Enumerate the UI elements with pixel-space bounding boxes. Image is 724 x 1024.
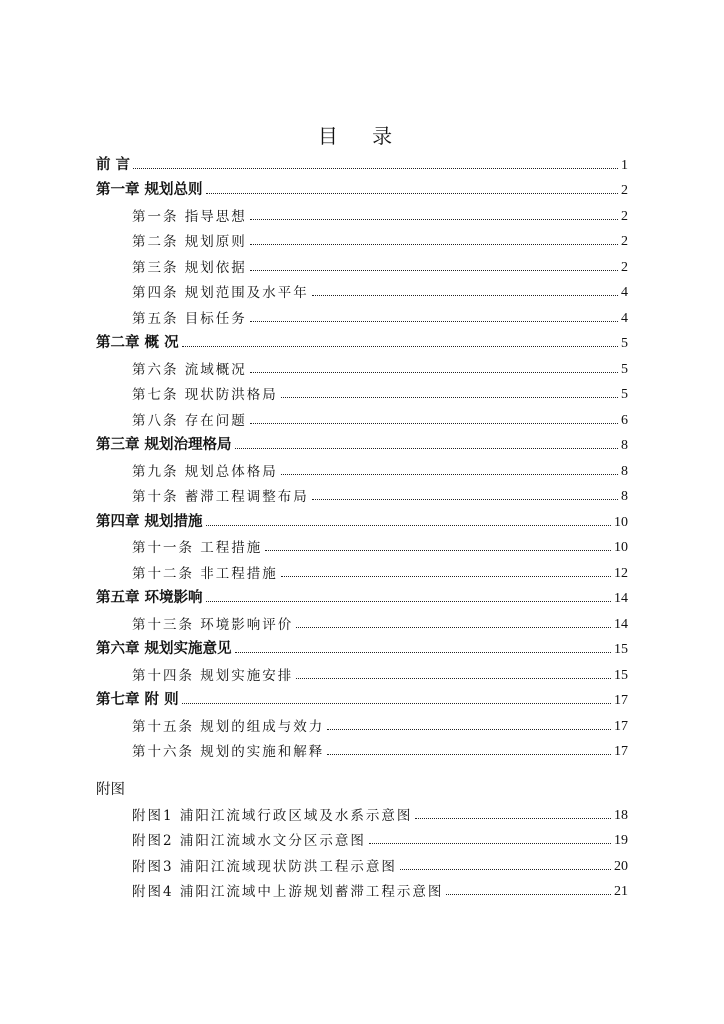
page-number: 12 <box>614 565 628 581</box>
entry-label: 第十六条 规划的实施和解释 <box>132 744 325 760</box>
entry-label: 第十一条 工程措施 <box>132 540 263 556</box>
toc-entry-article[interactable] <box>96 301 628 327</box>
page-number: 10 <box>614 514 628 530</box>
appendix-heading: 附图 <box>96 782 125 798</box>
toc-entry-article[interactable] <box>96 378 628 404</box>
toc-entry-article[interactable] <box>96 199 628 225</box>
page-number: 1 <box>621 157 628 173</box>
entry-label: 第四条 规划范围及水平年 <box>132 285 309 301</box>
appendix-entry-figure[interactable] <box>96 798 628 824</box>
page-number: 18 <box>614 807 628 823</box>
page-number: 10 <box>614 540 628 555</box>
entry-label: 第七条 现状防洪格局 <box>132 387 278 403</box>
page-number: 8 <box>621 463 628 479</box>
leader-dots <box>250 372 618 373</box>
page-number: 8 <box>621 489 628 504</box>
entry-label: 第十四条 规划实施安排 <box>132 667 294 684</box>
entry-label: 附图4 浦阳江流域中上游规划蓄滞工程示意图 <box>132 884 444 900</box>
entry-label: 第四章 规划措施 <box>96 513 203 530</box>
toc-entry-article[interactable] <box>96 454 628 480</box>
page-number: 5 <box>621 361 628 377</box>
leader-dots <box>250 244 618 245</box>
entry-label: 第十三条 环境影响评价 <box>132 616 294 633</box>
leader-dots <box>446 894 611 895</box>
entry-label: 第五条 目标任务 <box>132 310 247 327</box>
leader-dots <box>182 346 618 347</box>
toc-entry-chapter[interactable] <box>96 429 628 455</box>
leader-dots <box>281 474 618 475</box>
entry-label: 第八条 存在问题 <box>132 412 247 429</box>
toc-entry-article[interactable] <box>96 607 628 633</box>
entry-label: 第十条 蓄滞工程调整布局 <box>132 489 309 505</box>
leader-dots <box>250 270 618 271</box>
page-number: 14 <box>614 616 628 632</box>
toc-entry-chapter[interactable] <box>96 505 628 531</box>
toc-entry-article[interactable] <box>96 352 628 378</box>
entry-label: 第十五条 规划的组成与效力 <box>132 718 325 735</box>
page-number: 8 <box>621 438 628 453</box>
leader-dots <box>400 869 611 870</box>
leader-dots <box>281 576 611 577</box>
page-number: 19 <box>614 833 628 848</box>
appendix-entry-figure[interactable] <box>96 875 628 901</box>
leader-dots <box>312 499 618 500</box>
entry-label: 第一章 规划总则 <box>96 182 203 198</box>
page-number: 15 <box>614 642 628 657</box>
leader-dots <box>206 193 618 194</box>
leader-dots <box>182 703 611 704</box>
toc-entry-article[interactable] <box>96 225 628 251</box>
page-number: 6 <box>621 412 628 428</box>
page-number: 14 <box>614 591 628 606</box>
toc-entry-chapter[interactable] <box>96 174 628 200</box>
entry-label: 前 言 <box>96 156 131 173</box>
leader-dots <box>250 219 618 220</box>
leader-dots <box>327 729 611 730</box>
toc-entry-article[interactable] <box>96 531 628 557</box>
entry-label: 第十二条 非工程措施 <box>132 565 278 582</box>
leader-dots <box>327 754 611 755</box>
entry-label: 第六条 流域概况 <box>132 361 247 378</box>
toc-entry-article[interactable] <box>96 709 628 735</box>
entry-label: 第五章 环境影响 <box>96 590 203 606</box>
leader-dots <box>133 168 618 169</box>
entry-label: 附图3 浦阳江流域现状防洪工程示意图 <box>132 858 397 875</box>
page-number: 5 <box>621 387 628 402</box>
page-title: 目 录 <box>317 124 407 148</box>
toc-entry-article[interactable] <box>96 403 628 429</box>
toc-entry-article[interactable] <box>96 276 628 302</box>
entry-label: 第三条 规划依据 <box>132 259 247 276</box>
leader-dots <box>250 321 618 322</box>
leader-dots <box>369 843 611 844</box>
page-number: 4 <box>621 310 628 326</box>
entry-label: 第六章 规划实施意见 <box>96 641 232 657</box>
page-number: 21 <box>614 884 628 899</box>
entry-label: 第三章 规划治理格局 <box>96 437 232 453</box>
entry-label: 第二条 规划原则 <box>132 234 247 250</box>
entry-label: 附图1 浦阳江流域行政区域及水系示意图 <box>132 807 413 824</box>
page-number: 2 <box>621 259 628 275</box>
appendix-entry-figure[interactable] <box>96 824 628 850</box>
page-number: 17 <box>614 718 628 734</box>
leader-dots <box>415 818 611 819</box>
leader-dots <box>235 652 611 653</box>
toc-entry-chapter[interactable] <box>96 148 628 174</box>
page-number: 5 <box>621 336 628 351</box>
page-number: 2 <box>621 208 628 224</box>
leader-dots <box>281 397 618 398</box>
toc-entry-chapter[interactable] <box>96 582 628 608</box>
leader-dots <box>235 448 618 449</box>
toc-entry-article[interactable] <box>96 480 628 506</box>
entry-label: 附图2 浦阳江流域水文分区示意图 <box>132 833 366 849</box>
toc-entry-article[interactable] <box>96 556 628 582</box>
toc-entry-chapter[interactable] <box>96 633 628 659</box>
toc-entry-chapter[interactable] <box>96 327 628 353</box>
toc-entry-chapter[interactable] <box>96 684 628 710</box>
page-number: 2 <box>621 234 628 249</box>
page-number: 17 <box>614 744 628 759</box>
toc-entry-article[interactable] <box>96 735 628 761</box>
leader-dots <box>296 678 611 679</box>
page-number: 2 <box>621 183 628 198</box>
entry-label: 第七章 附 则 <box>96 692 179 708</box>
leader-dots <box>206 525 611 526</box>
entry-label: 第九条 规划总体格局 <box>132 463 278 480</box>
table-of-contents <box>96 148 628 760</box>
leader-dots <box>265 550 611 551</box>
page-number: 15 <box>614 667 628 683</box>
page-number: 17 <box>614 693 628 708</box>
leader-dots <box>296 627 611 628</box>
page-number: 20 <box>614 858 628 874</box>
leader-dots <box>206 601 611 602</box>
entry-label: 第二章 概 况 <box>96 335 179 351</box>
toc-entry-article[interactable] <box>96 250 628 276</box>
page-number: 4 <box>621 285 628 300</box>
leader-dots <box>312 295 618 296</box>
appendix-entry-figure[interactable] <box>96 849 628 875</box>
appendix-list <box>96 798 628 900</box>
entry-label: 第一条 指导思想 <box>132 208 247 225</box>
toc-entry-article[interactable] <box>96 658 628 684</box>
leader-dots <box>250 423 618 424</box>
